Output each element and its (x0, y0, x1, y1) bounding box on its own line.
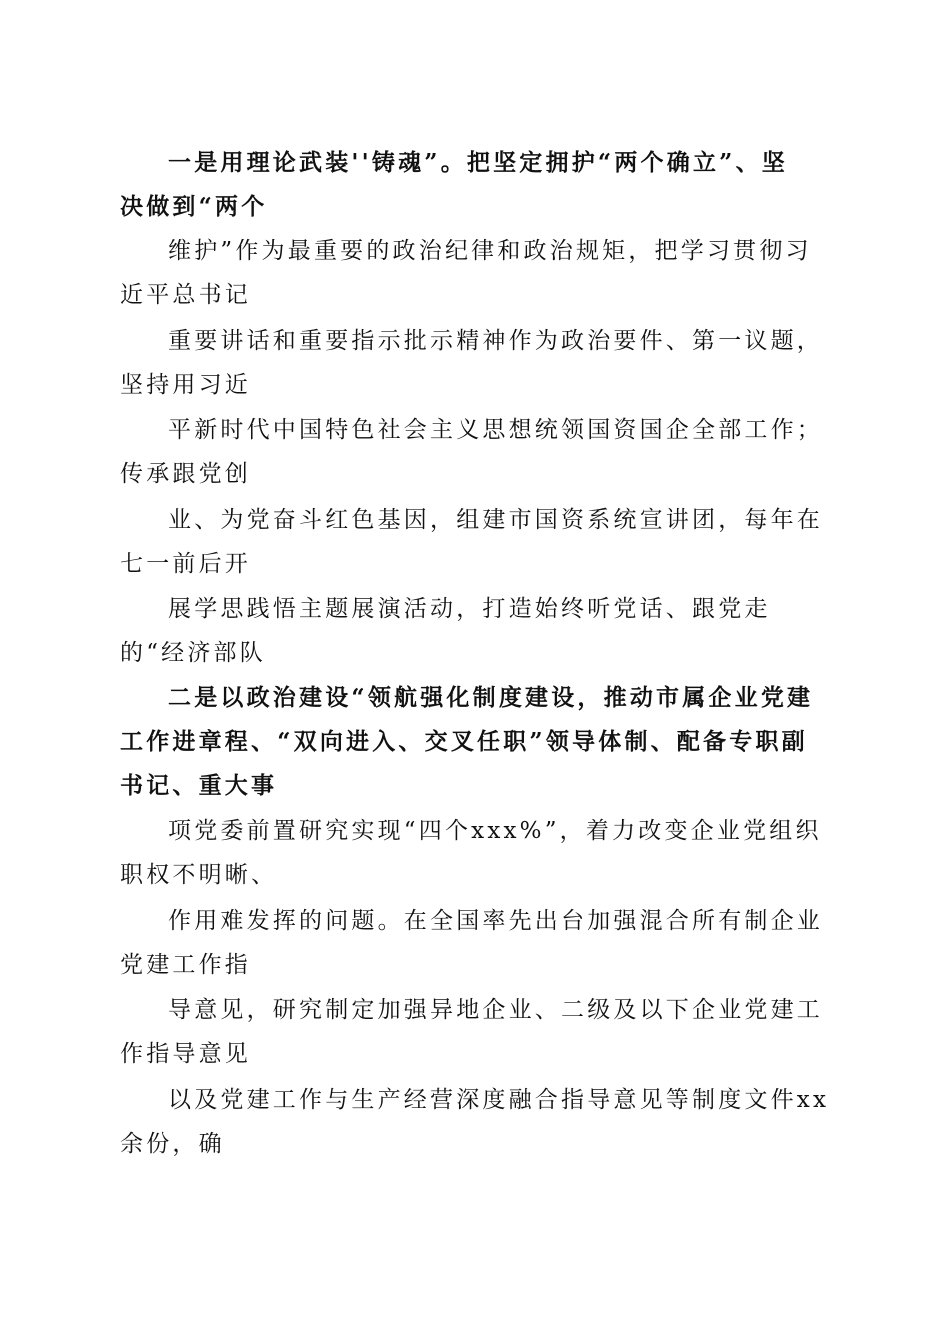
paragraph-4-line-1: 平新时代中国特色社会主义思想统领国资国企全部工作； (168, 417, 823, 443)
paragraph-1 (120, 141, 840, 229)
paragraph-6-line-1: 展学思践悟主题展演活动，打造始终听党话、跟党走 (168, 596, 771, 622)
paragraph-2-line-1: 维护”作为最重要的政治纪律和政治规矩，把学习贯彻习 (168, 238, 812, 264)
paragraph-4 (120, 408, 840, 496)
paragraph-9 (120, 899, 840, 987)
paragraph-3 (120, 319, 840, 407)
paragraph-7 (120, 676, 840, 808)
paragraph-1-line-2: 决做到“两个 (120, 193, 268, 220)
paragraph-7-line-2: 工作进章程、“双向进入、交叉任职”领导体制、配备专职副 (120, 728, 808, 755)
paragraph-11-line-2: 余份，确 (120, 1131, 225, 1157)
paragraph-3-line-2: 坚持用习近 (120, 372, 251, 398)
paragraph-11 (120, 1078, 840, 1166)
paragraph-8 (120, 809, 840, 897)
paragraph-8-line-2: 职权不明晰、 (120, 862, 278, 888)
paragraph-2 (120, 229, 840, 317)
paragraph-4-line-2: 传承跟党创 (120, 461, 251, 487)
paragraph-1-line-1: 一是用理论武装''铸魂”。把坚定拥护“两个确立”、坚 (168, 149, 788, 176)
paragraph-6 (120, 587, 840, 675)
paragraph-9-line-1: 作用难发挥的问题。在全国率先出台加强混合所有制企业 (168, 908, 823, 934)
paragraph-2-line-2: 近平总书记 (120, 282, 251, 308)
paragraph-8-line-1: 项党委前置研究实现“四个xxx%”，着力改变企业党组织 (168, 818, 822, 844)
paragraph-10 (120, 988, 840, 1076)
paragraph-10-line-2: 作指导意见 (120, 1041, 251, 1067)
paragraph-5-line-2: 七一前后开 (120, 551, 251, 577)
paragraph-7-line-3: 书记、重大事 (120, 772, 278, 799)
paragraph-9-line-2: 党建工作指 (120, 952, 251, 978)
paragraph-7-line-1: 二是以政治建设“领航强化制度建设，推动市属企业党建 (168, 684, 814, 711)
paragraph-6-line-2: 的“经济部队 (120, 640, 266, 666)
paragraph-11-line-1: 以及党建工作与生产经营深度融合指导意见等制度文件xx (168, 1087, 830, 1113)
paragraph-3-line-1: 重要讲话和重要指示批示精神作为政治要件、第一议题， (168, 328, 823, 354)
paragraph-5 (120, 498, 840, 586)
paragraph-10-line-1: 导意见，研究制定加强异地企业、二级及以下企业党建工 (168, 997, 823, 1023)
paragraph-5-line-1: 业、为党奋斗红色基因，组建市国资系统宣讲团，每年在 (168, 507, 823, 533)
